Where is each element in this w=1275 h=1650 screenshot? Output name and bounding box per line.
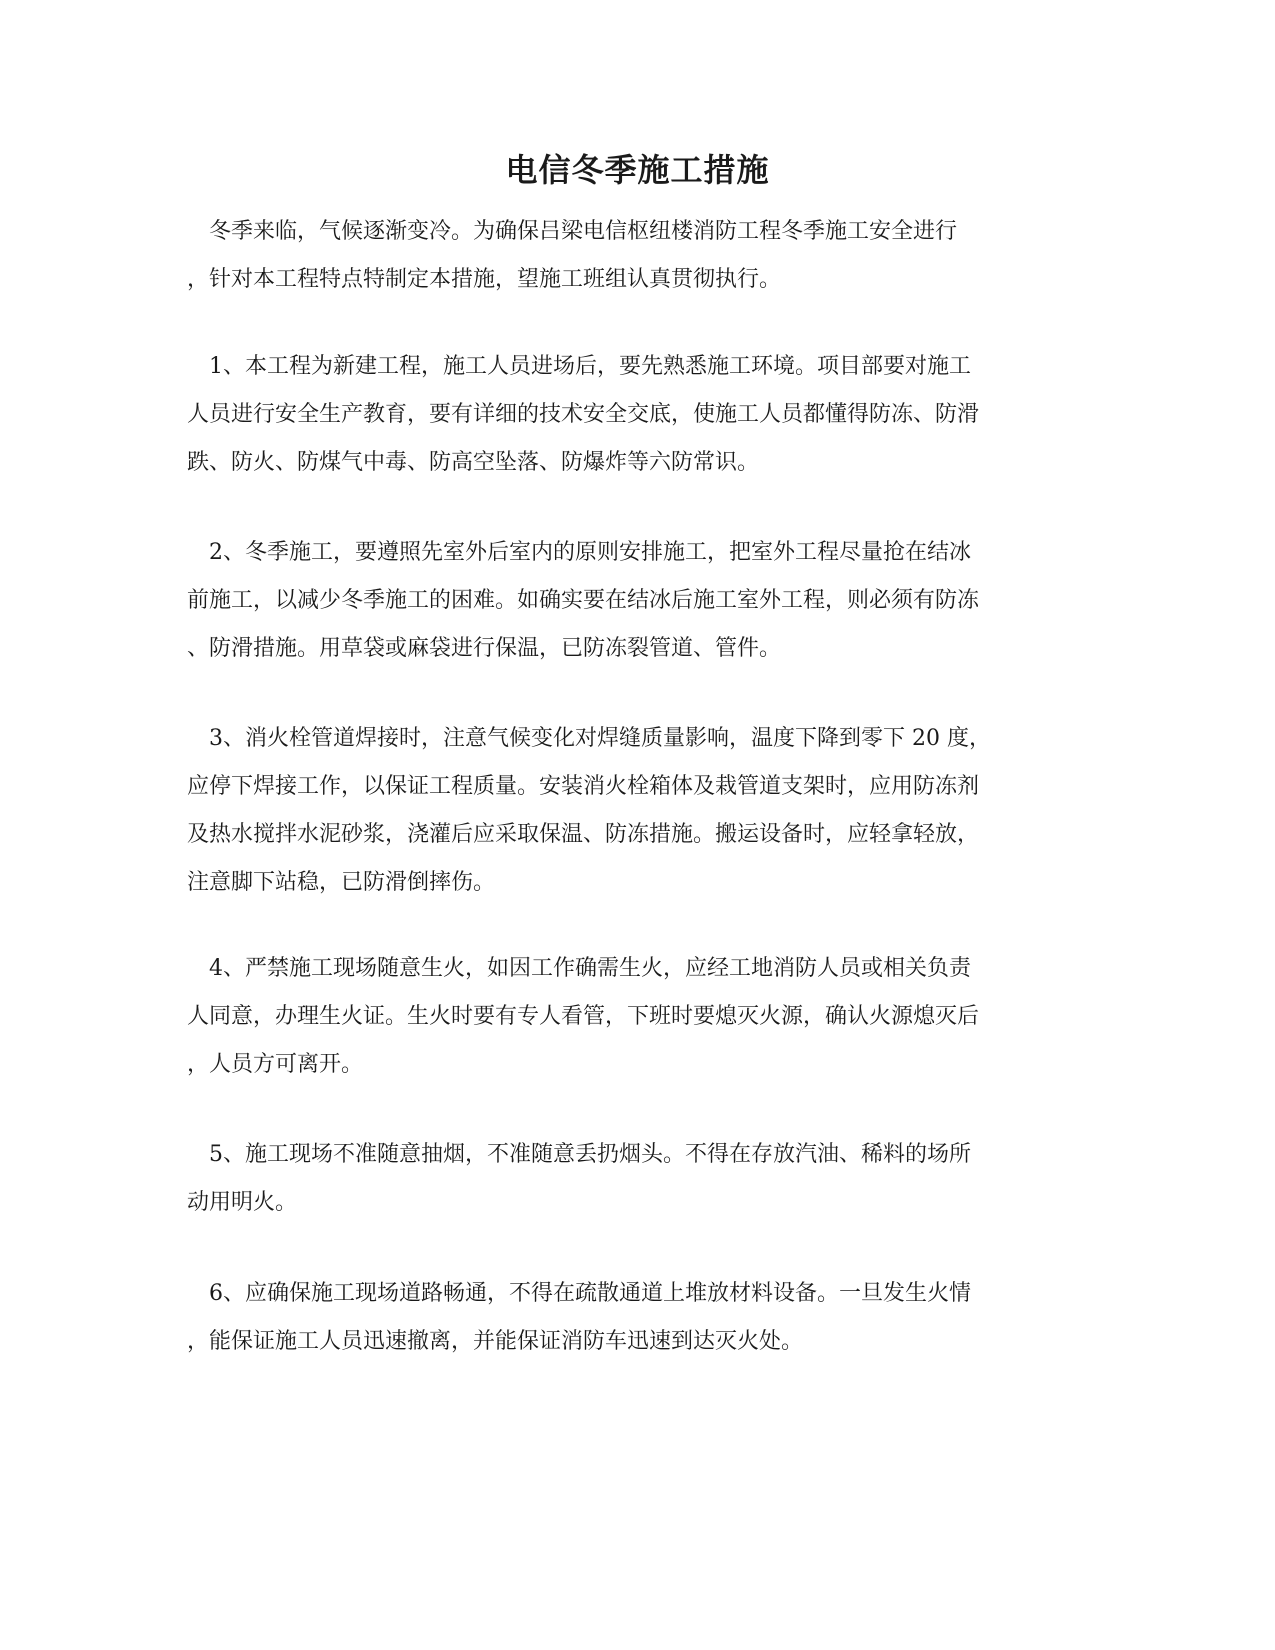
paragraph-line: 1、本工程为新建工程，施工人员进场后，要先熟悉施工环境。项目部要对施工 bbox=[187, 354, 971, 379]
paragraph-line: 注意脚下站稳，已防滑倒摔伤。 bbox=[187, 870, 496, 895]
paragraph-line: 6、应确保施工现场道路畅通，不得在疏散通道上堆放材料设备。一旦发生火情 bbox=[187, 1281, 971, 1306]
paragraph-line: 冬季来临，气候逐渐变冷。为确保吕梁电信枢纽楼消防工程冬季施工安全进行 bbox=[187, 219, 958, 244]
paragraph-line: 应停下焊接工作，以保证工程质量。安装消火栓箱体及栽管道支架时，应用防冻剂 bbox=[187, 774, 980, 799]
paragraph-line: ，人员方可离开。 bbox=[187, 1052, 364, 1077]
paragraph-line: 2、冬季施工，要遵照先室外后室内的原则安排施工，把室外工程尽量抢在结冰 bbox=[187, 540, 971, 565]
paragraph-line: 前施工，以减少冬季施工的困难。如确实要在结冰后施工室外工程，则必须有防冻 bbox=[187, 588, 980, 613]
paragraph-line: 人同意，办理生火证。生火时要有专人看管，下班时要熄灭火源，确认火源熄灭后 bbox=[187, 1004, 980, 1029]
paragraph-line: 3、消火栓管道焊接时，注意气候变化对焊缝质量影响，温度下降到零下 20 度， bbox=[187, 726, 991, 751]
paragraph-line: 跌、防火、防煤气中毒、防高空坠落、防爆炸等六防常识。 bbox=[187, 450, 760, 475]
paragraph-line: 4、严禁施工现场随意生火，如因工作确需生火，应经工地消防人员或相关负责 bbox=[187, 956, 971, 981]
measure-item-3 bbox=[187, 715, 1087, 907]
paragraph-line: 、防滑措施。用草袋或麻袋进行保温，已防冻裂管道、管件。 bbox=[187, 636, 782, 661]
paragraph-line: 动用明火。 bbox=[187, 1190, 298, 1215]
measure-item-5 bbox=[187, 1131, 1087, 1227]
paragraph-line: ，针对本工程特点特制定本措施，望施工班组认真贯彻执行。 bbox=[187, 267, 782, 292]
paragraph-line: 5、施工现场不准随意抽烟，不准随意丢扔烟头。不得在存放汽油、稀料的场所 bbox=[187, 1142, 971, 1167]
measure-item-6 bbox=[187, 1270, 1087, 1366]
measure-item-2 bbox=[187, 529, 1087, 673]
measure-item-1 bbox=[187, 343, 1087, 487]
intro-paragraph bbox=[187, 208, 1087, 304]
paragraph-line: 人员进行安全生产教育，要有详细的技术安全交底，使施工人员都懂得防冻、防滑 bbox=[187, 402, 980, 427]
measure-item-4 bbox=[187, 945, 1087, 1089]
paragraph-line: 及热水搅拌水泥砂浆，浇灌后应采取保温、防冻措施。搬运设备时，应轻拿轻放， bbox=[187, 822, 980, 847]
document-title: 电信冬季施工措施 bbox=[505, 151, 770, 189]
paragraph-line: ，能保证施工人员迅速撤离，并能保证消防车迅速到达灭火处。 bbox=[187, 1329, 804, 1354]
